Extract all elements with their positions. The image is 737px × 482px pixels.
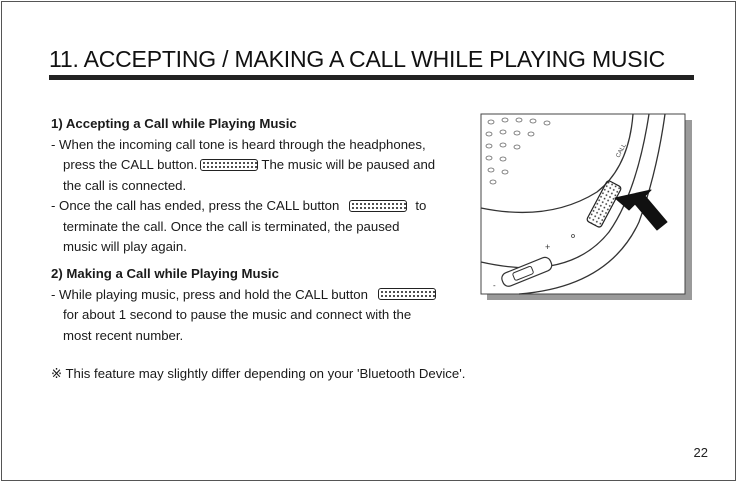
call-button-icon bbox=[200, 159, 258, 171]
section1-line5: terminate the call. Once the call is terminated, the paused bbox=[63, 218, 400, 234]
section1-line6: music will play again. bbox=[63, 239, 187, 254]
page-title: 11. ACCEPTING / MAKING A CALL WHILE PLAYING MUSIC bbox=[49, 46, 666, 72]
svg-text:+: + bbox=[545, 242, 551, 252]
section1-line4 bbox=[51, 196, 435, 217]
section2-line1 bbox=[51, 285, 439, 306]
section2-line2: for about 1 second to pause the music and connect with the bbox=[63, 307, 412, 322]
section1-line2a: press the CALL button. bbox=[63, 157, 198, 172]
section1-line2b: The music will be paused and bbox=[261, 157, 436, 172]
section-making-call bbox=[51, 264, 439, 346]
section1-line1: - When the incoming call tone is heard through the headphones, bbox=[51, 136, 426, 152]
title-underline bbox=[49, 75, 694, 80]
feature-note: ※ This feature may slightly differ depending on your 'Bluetooth Device'. bbox=[51, 366, 466, 381]
page-number: 22 bbox=[693, 445, 708, 460]
svg-text:-: - bbox=[493, 281, 496, 290]
call-button-icon bbox=[349, 200, 407, 212]
manual-page bbox=[1, 1, 736, 481]
headphone-call-button-illustration bbox=[479, 112, 694, 302]
section1-line4a: - Once the call has ended, press the CALL button bbox=[51, 198, 340, 213]
section-accepting-call bbox=[51, 114, 435, 258]
section2-line1-text: - While playing music, press and hold the CALL button bbox=[51, 286, 368, 302]
call-button-icon bbox=[378, 288, 436, 300]
section1-line3: the call is connected. bbox=[63, 177, 187, 193]
section1-heading: 1) Accepting a Call while Playing Music bbox=[51, 116, 297, 131]
section2-line3: most recent number. bbox=[63, 327, 184, 343]
section2-heading: 2) Making a Call while Playing Music bbox=[51, 266, 279, 281]
svg-text:CALL: CALL bbox=[615, 142, 628, 159]
section1-line2 bbox=[51, 155, 435, 176]
section1-line4b: to bbox=[415, 198, 427, 213]
